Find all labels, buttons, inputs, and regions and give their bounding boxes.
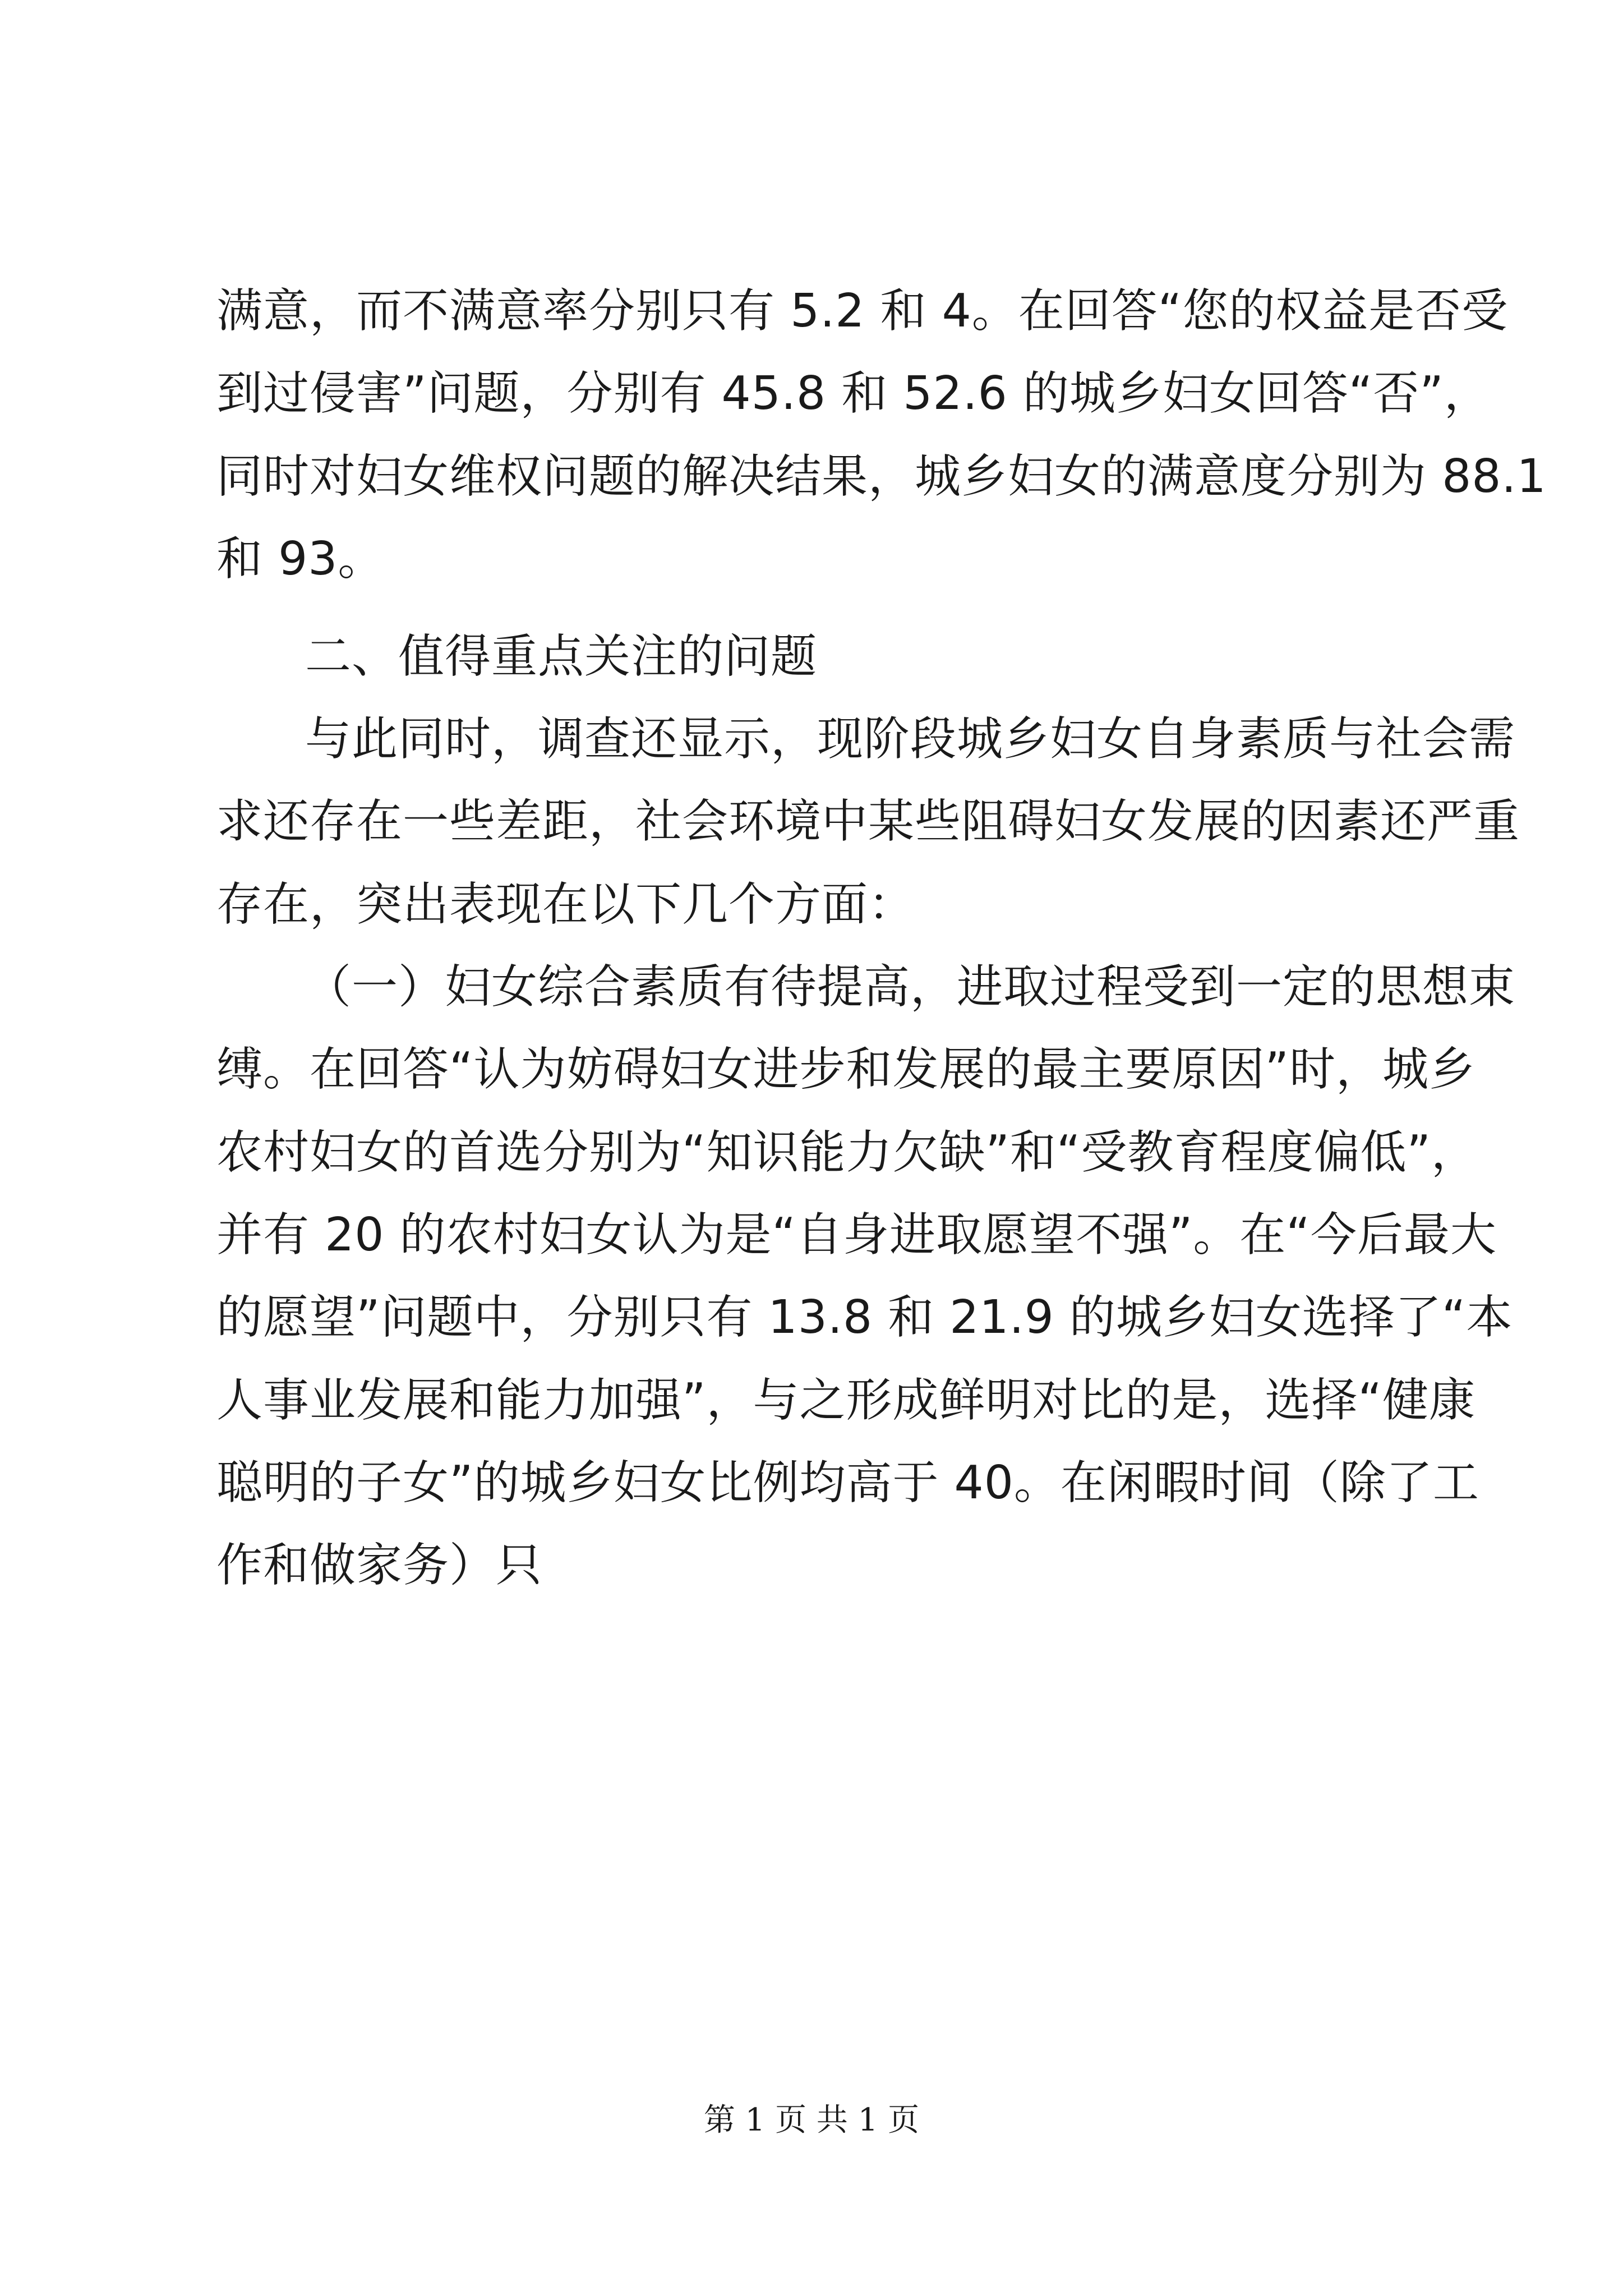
body-line: 缚。在回答“认为妨碍妇女进步和发展的最主要原因”时，城乡: [216, 1043, 1476, 1096]
body-line: 的愿望”问题中，分别只有 13.8 和 21.9 的城乡妇女选择了“本: [216, 1291, 1513, 1344]
body-line: 与此同时，调查还显示，现阶段城乡妇女自身素质与社会需: [305, 712, 1516, 766]
body-line: 农村妇女的首选分别为“知识能力欠缺”和“受教育程度偏低”，: [216, 1126, 1478, 1179]
body-line: 同时对妇女维权问题的解决结果，城乡妇女的满意度分别为 88.1: [216, 450, 1547, 503]
body-line: 存在，突出表现在以下几个方面：: [216, 878, 915, 931]
body-line: 人事业发展和能力加强”，与之形成鲜明对比的是，选择“健康: [216, 1374, 1476, 1427]
body-line: 求还存在一些差距，社会环境中某些阻碍妇女发展的因素还严重: [216, 795, 1520, 848]
subsection-line: （一）妇女综合素质有待提高，进取过程受到一定的思想束: [305, 960, 1516, 1014]
body-line: 满意，而不满意率分别只有 5.2 和 4。在回答“您的权益是否受: [216, 284, 1509, 338]
page-footer: 第 1 页 共 1 页: [703, 2102, 920, 2138]
body-line: 作和做家务）只: [216, 1539, 543, 1592]
body-line: 到过侵害”问题，分别有 45.8 和 52.6 的城乡妇女回答“否”，: [216, 367, 1491, 420]
body-line: 并有 20 的农村妇女认为是“自身进取愿望不强”。在“今后最大: [216, 1208, 1497, 1262]
body-line: 和 93。: [216, 532, 385, 586]
section-heading: 二、值得重点关注的问题: [305, 630, 818, 683]
body-line: 聪明的子女”的城乡妇女比例均高于 40。在闲暇时间（除了工: [216, 1456, 1479, 1510]
